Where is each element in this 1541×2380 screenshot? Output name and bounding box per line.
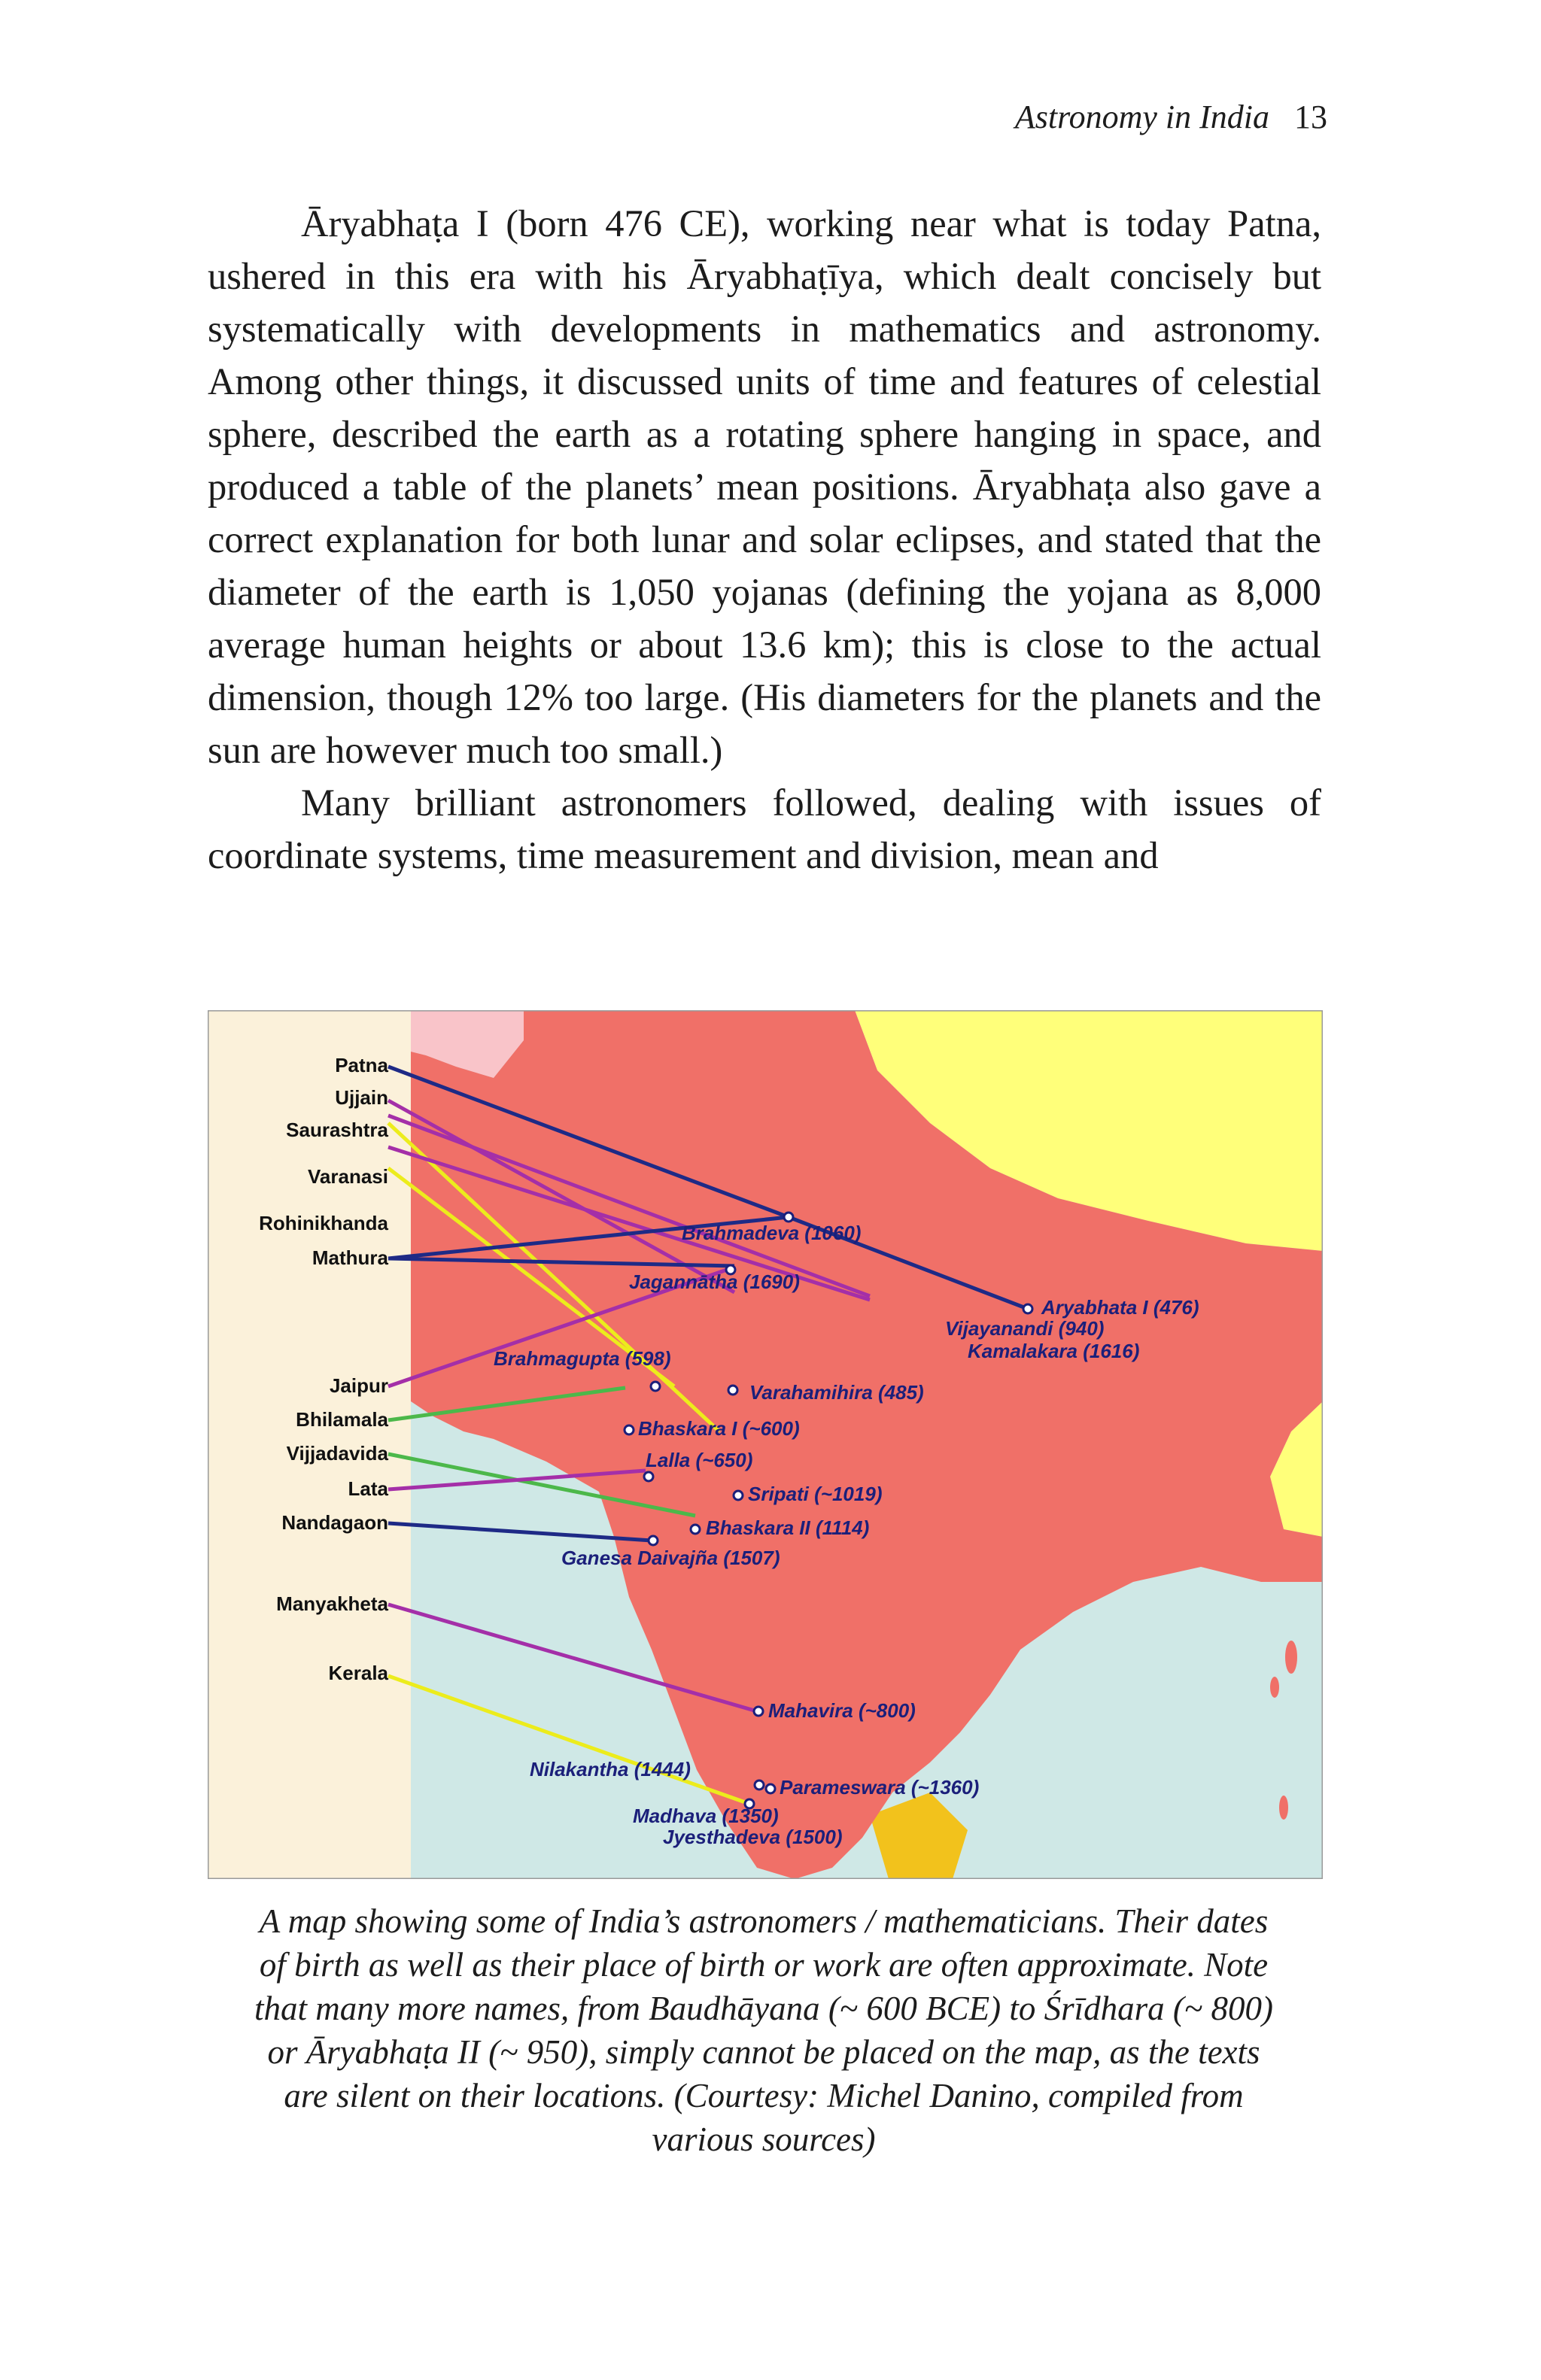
label-bhaskara1: Bhaskara I (~600) [638,1417,800,1440]
label-bhaskara2: Bhaskara II (1114) [706,1516,870,1539]
caption-line: or Āryabhaṭa II (~ 950), simply cannot be placed on the map, as the texts [267,2033,1260,2071]
figure-caption [188,1899,1339,2161]
place-mathura: Mathura [312,1246,388,1269]
label-varahamihira: Varahamihira (485) [749,1381,924,1404]
pin-nilakantha [755,1780,764,1790]
place-bhilamala: Bhilamala [296,1408,388,1431]
pin-lalla [644,1472,653,1481]
label-aryabhata: Aryabhata I (476) [1041,1296,1199,1319]
running-head [1015,96,1327,138]
caption-line: A map showing some of India’s astronomers / mathematicians. Their dates [259,1902,1269,1940]
label-jagannatha: Jagannātha (1690) [629,1270,800,1293]
place-jaipur: Jaipur [329,1374,388,1397]
pin-parameswara [766,1784,775,1793]
place-saurashtra: Saurashtra [286,1119,388,1141]
label-vijayanandi: Vijayanandi (940) [945,1317,1105,1340]
place-vijjadavida: Vijjadavida [286,1442,388,1465]
pin-bhaskara1 [625,1425,634,1434]
pin-ganesa [649,1536,658,1545]
label-madhava: Madhava (1350) [633,1805,779,1827]
caption-line: are silent on their locations. (Courtesy: Michel Danino, compiled from [284,2077,1244,2114]
label-ganesa: Ganesa Daivajña (1507) [561,1547,780,1569]
astronomers-map-figure [208,1010,1323,1879]
india-map [208,1010,1323,1879]
place-nandagaon: Nandagaon [281,1511,388,1534]
paragraph-astronomers: Many brilliant astronomers followed, dealing with issues of coordinate systems, time measurement and division, mean and [208,782,1321,876]
label-brahmadeva: Brahmadeva (1060) [682,1222,862,1244]
label-lalla: Lalla (~650) [646,1449,753,1471]
place-lata: Lata [348,1477,388,1500]
caption-line: of birth as well as their place of birth or work are often approximate. Note [259,1946,1269,1984]
pin-mahavira [754,1707,763,1716]
label-nilakantha: Nilakantha (1444) [530,1758,691,1780]
pin-brahmadeva [784,1213,793,1222]
body-text [208,197,1321,882]
label-brahmagupta: Brahmagupta (598) [494,1347,671,1370]
running-head-title: Astronomy in India [1014,99,1269,135]
place-manyakheta: Manyakheta [276,1592,388,1615]
label-sripati: Sripati (~1019) [748,1483,883,1505]
label-mahavira: Mahavira (~800) [768,1699,916,1722]
place-ujjain: Ujjain [335,1086,388,1109]
place-patna: Patna [335,1054,388,1076]
place-varanasi: Varanasi [308,1165,388,1188]
island [1279,1796,1288,1820]
paragraph-aryabhata: Āryabhaṭa I (born 476 CE), working near what is today Patna, ushered in this era with his Āryabhaṭīya, which dealt concisely but systematically with developments in mathematics and astronomy. Among other things, it discussed units of time and features of celestial sphere, described the earth as a rotating sphere hanging in space, and produced a table of the planets’ mean positions. Āryabhaṭa also gave a correct explanation for both lunar and solar eclipses, and stated that the diameter of the earth is 1,050 yojanas (defining the yojana as 8,000 average human heights or about 13.6 km); this is close to the actual dimension, though 12% too large. (His diameters for the planets and the sun are however much too small.) [208,202,1321,771]
pin-varahamihira [728,1386,737,1395]
island [1285,1641,1297,1674]
pin-sripati [734,1491,743,1500]
place-kerala: Kerala [328,1662,388,1684]
label-jyesthadeva: Jyesthadeva (1500) [663,1826,843,1848]
page-number: 13 [1294,99,1327,135]
label-kamalakara: Kamalakara (1616) [968,1340,1140,1362]
island [1270,1677,1279,1698]
label-parameswara: Parameswara (~1360) [780,1776,980,1799]
pin-bhaskara2 [691,1525,700,1534]
place-rohinikhanda: Rohinikhanda [259,1212,388,1234]
caption-line: various sources) [652,2120,876,2158]
caption-line: that many more names, from Baudhāyana (~ 600 BCE) to Śrīdhara (~ 800) [254,1990,1273,2027]
pin-aryabhata [1023,1304,1032,1313]
pin-brahmagupta [651,1382,660,1391]
